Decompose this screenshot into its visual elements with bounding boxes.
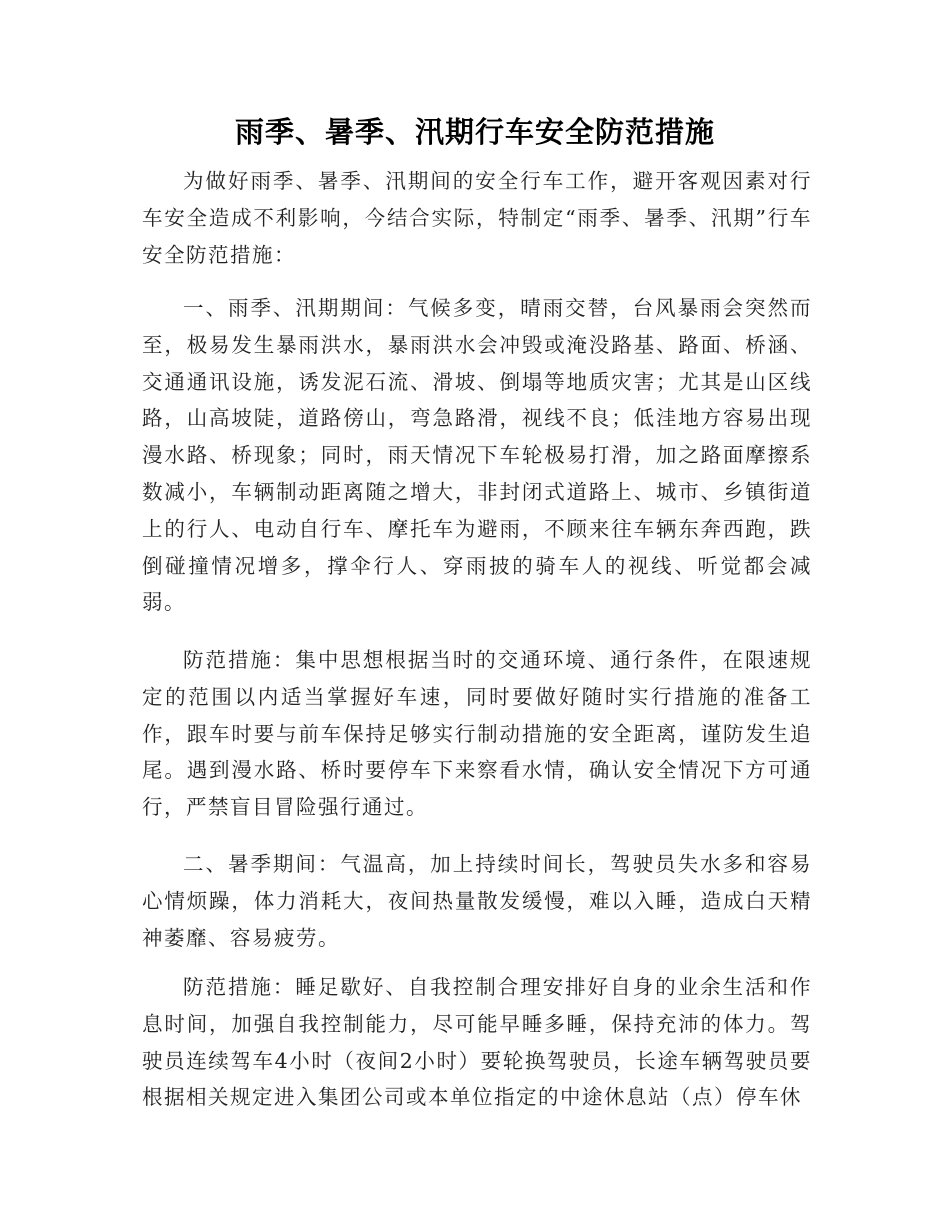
paragraph-intro: 为做好雨季、暑季、汛期间的安全行车工作，避开客观因素对行车安全造成不利影响，今结合实际，特制定“雨季、暑季、汛期”行车安全防范措施： — [142, 169, 812, 267]
paragraph-rain-season-measures: 防范措施：集中思想根据当时的交通环境、通行条件，在限速规定的范围以内适当掌握好车速，同时要做好随时实行措施的准备工作，跟车时要与前车保持足够实行制动措施的安全距离，谨防发生追尾。遇到漫水路、桥时要停车下来察看水情，确认安全情况下方可通行，严禁盲目冒险强行通过。 — [142, 648, 812, 820]
paragraph-summer-season: 二、暑季期间：气温高，加上持续时间长，驾驶员失水多和容易心情烦躁，体力消耗大，夜间热量散发缓慢，难以入睡，造成白天精神萎靡、容易疲劳。 — [142, 852, 812, 950]
document-title: 雨季、暑季、汛期行车安全防范措施 — [234, 115, 715, 149]
paragraph-rain-season: 一、雨季、汛期期间：气候多变，晴雨交替，台风暴雨会突然而至，极易发生暴雨洪水，暴雨洪水会冲毁或淹没路基、路面、桥涵、交通通讯设施，诱发泥石流、滑坡、倒塌等地质灾害；尤其是山区线路，山高坡陡，道路傍山，弯急路滑，视线不良；低洼地方容易出现漫水路、桥现象；同时，雨天情况下车轮极易打滑，加之路面摩擦系数减小，车辆制动距离随之增大，非封闭式道路上、城市、乡镇街道上的行人、电动自行车、摩托车为避雨，不顾来往车辆东奔西跑，跌倒碰撞情况增多，撑伞行人、穿雨披的骑车人的视线、听觉都会减弱。 — [142, 296, 812, 615]
paragraph-summer-season-measures: 防范措施：睡足歇好、自我控制合理安排好自身的业余生活和作息时间，加强自我控制能力，尽可能早睡多睡，保持充沛的体力。驾驶员连续驾车4小时（夜间2小时）要轮换驾驶员，长途车辆驾驶员要根据相关规定进入集团公司或本单位指定的中途休息站（点）停车休 — [142, 975, 812, 1110]
